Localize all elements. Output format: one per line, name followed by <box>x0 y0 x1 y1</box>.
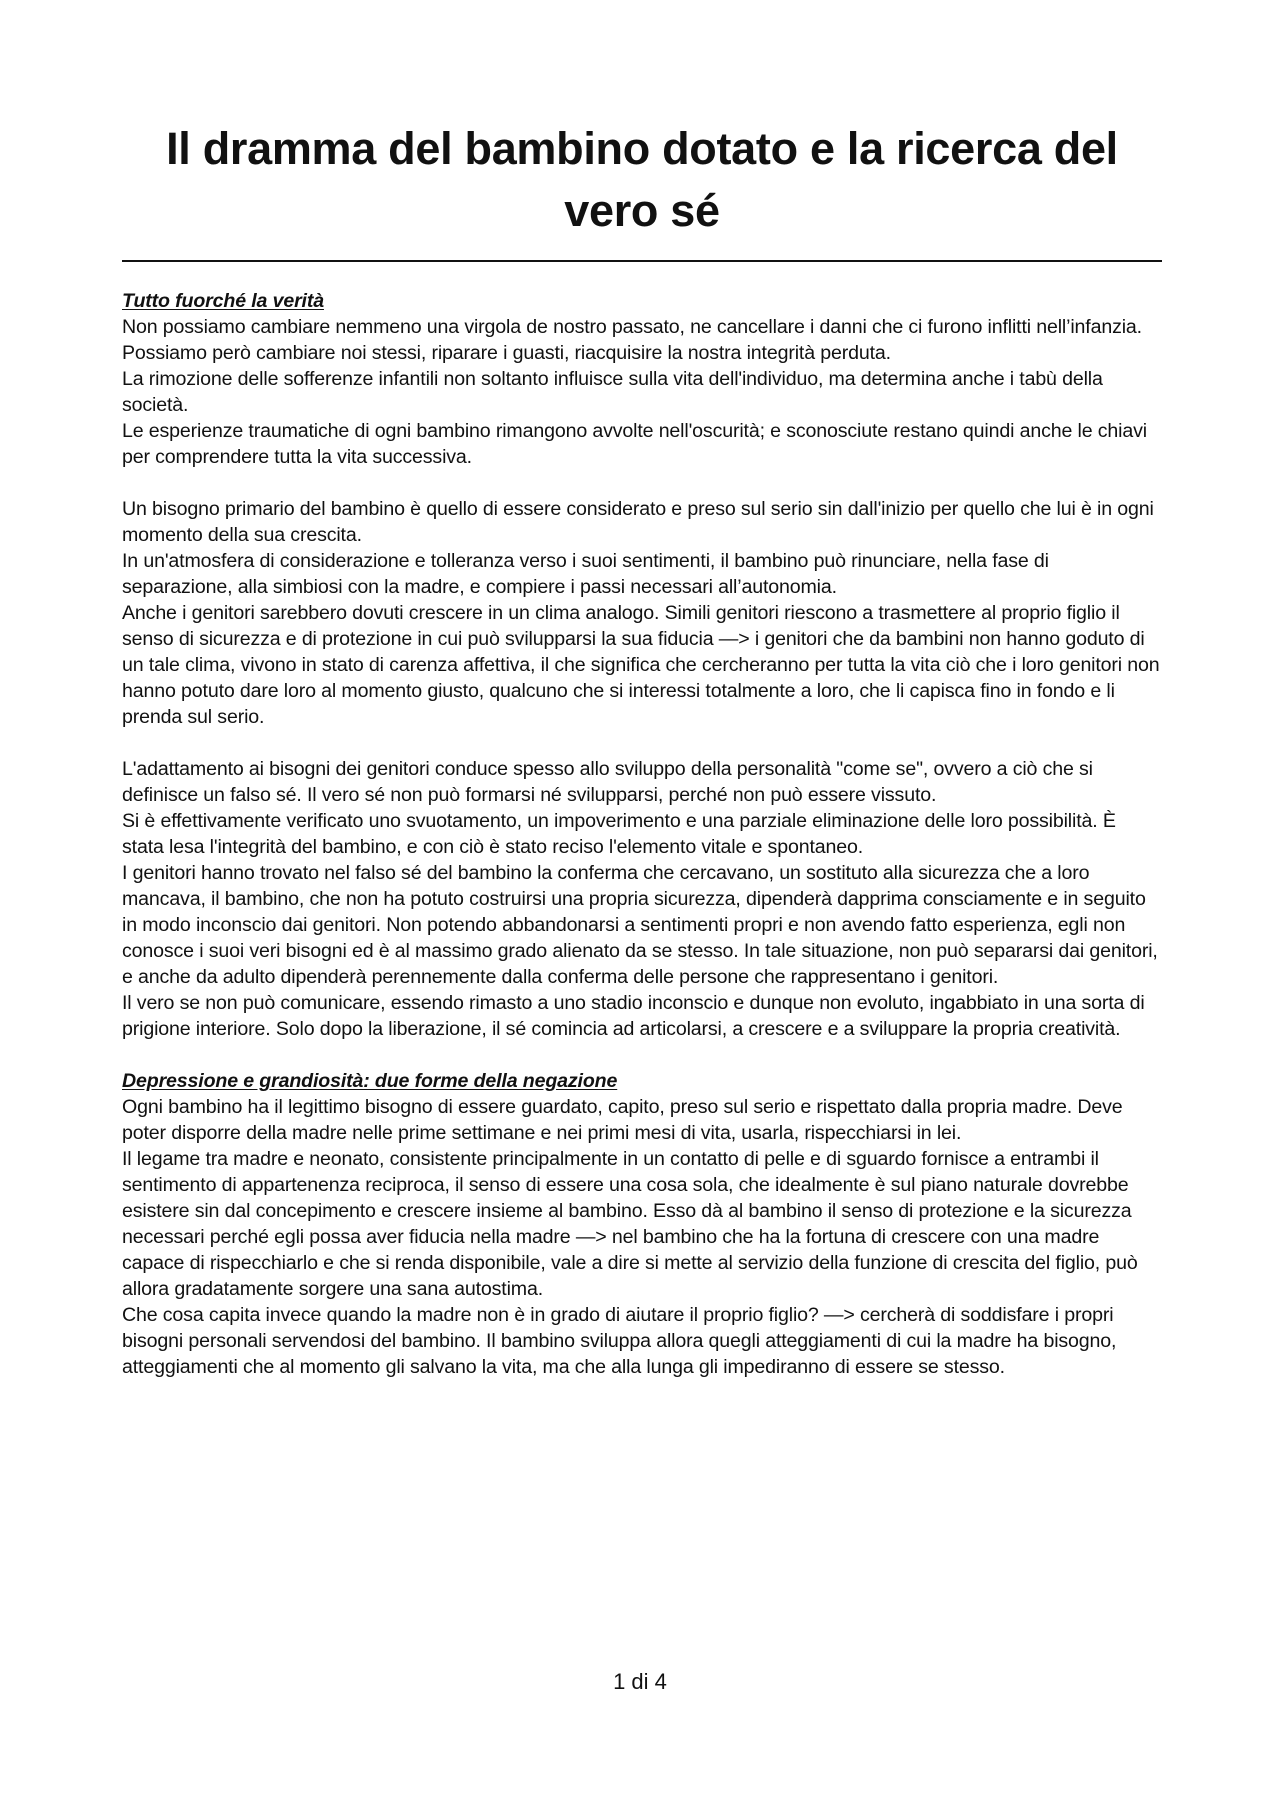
document-title: Il dramma del bambino dotato e la ricerca del vero sé <box>166 123 1118 236</box>
paragraph: L'adattamento ai bisogni dei genitori conduce spesso allo sviluppo della personalità "come se", ovvero a ciò che si definisce un falso sé. Il vero sé non può formarsi né svilupparsi, perché non può essere vissuto. <box>122 758 1093 806</box>
paragraph-block <box>122 756 1162 1042</box>
section-gap <box>122 1042 1162 1068</box>
paragraph-block <box>122 1094 1162 1380</box>
paragraph: La rimozione delle sofferenze infantili non soltanto influisce sulla vita dell'individuo, ma determina anche i tabù della società. <box>122 368 1103 416</box>
paragraph: Non possiamo cambiare nemmeno una virgola de nostro passato, ne cancellare i danni che ci furono inflitti nell’infanzia. Possiamo però cambiare noi stessi, riparare i guasti, riacquisire la nostra integrità perduta. <box>122 316 1142 364</box>
paragraph: Ogni bambino ha il legittimo bisogno di essere guardato, capito, preso sul serio e rispettato dalla propria madre. Deve poter disporre della madre nelle prime settimane e nei primi mesi di vita, usarla, rispecchiarsi in lei. <box>122 1096 1123 1144</box>
section-heading: Tutto fuorché la verità <box>122 290 324 312</box>
paragraph: Che cosa capita invece quando la madre non è in grado di aiutare il proprio figlio? —> cercherà di soddisfare i propri bisogni personali servendosi del bambino. Il bambino sviluppa allora quegli atteggiamenti di cui la madre ha bisogno, atteggiamenti che al momento gli salvano la vita, ma che alla lunga gli impediranno di essere se stesso. <box>122 1304 1117 1378</box>
paragraph: Un bisogno primario del bambino è quello di essere considerato e preso sul serio sin dall'inizio per quello che lui è in ogni momento della sua crescita. <box>122 498 1154 546</box>
section-heading: Depressione e grandiosità: due forme della negazione <box>122 1070 618 1092</box>
paragraph: Le esperienze traumatiche di ogni bambino rimangono avvolte nell'oscurità; e sconosciute restano quindi anche le chiavi per comprendere tutta la vita successiva. <box>122 420 1147 468</box>
paragraph: Il legame tra madre e neonato, consistente principalmente in un contatto di pelle e di sguardo fornisce a entrambi il sentimento di appartenenza reciproca, il senso di essere una cosa sola, che idealmente è sul piano naturale dovrebbe esistere sin dal concepimento e crescere insieme al bambino. Esso dà al bambino il senso di protezione e la sicurezza necessari perché egli possa aver fiducia nella madre —> nel bambino che ha la fortuna di crescere con una madre capace di rispecchiarlo e che si renda disponibile, vale a dire si mette al servizio della funzione di crescita del figlio, può allora gradatamente sorgere una sana autostima. <box>122 1148 1138 1300</box>
document-page <box>122 118 1162 1380</box>
paragraph: Il vero se non può comunicare, essendo rimasto a uno stadio inconscio e dunque non evoluto, ingabbiato in una sorta di prigione interiore. Solo dopo la liberazione, il sé comincia ad articolarsi, a crescere e a sviluppare la propria creatività. <box>122 992 1145 1040</box>
document-body <box>122 288 1162 1380</box>
paragraph-gap <box>122 730 1162 756</box>
paragraph-block <box>122 496 1162 730</box>
page-number: 1 di 4 <box>613 1669 667 1694</box>
paragraph: Si è effettivamente verificato uno svuotamento, un impoverimento e una parziale eliminazione delle loro possibilità. È stata lesa l'integrità del bambino, e con ciò è stato reciso l'elemento vitale e spontaneo. <box>122 810 1116 858</box>
title-divider <box>122 260 1162 262</box>
paragraph: In un'atmosfera di considerazione e tolleranza verso i suoi sentimenti, il bambino può rinunciare, nella fase di separazione, alla simbiosi con la madre, e compiere i passi necessari all’autonomia. <box>122 550 1049 598</box>
paragraph-gap <box>122 470 1162 496</box>
paragraph-block <box>122 314 1162 470</box>
section-depressione-e-grandiosita <box>122 1068 1162 1380</box>
paragraph: I genitori hanno trovato nel falso sé del bambino la conferma che cercavano, un sostituto alla sicurezza che a loro mancava, il bambino, che non ha potuto costruirsi una propria sicurezza, dipenderà dapprima consciamente e in seguito in modo inconscio dai genitori. Non potendo abbandonarsi a sentimenti propri e non avendo fatto esperienza, egli non conosce i suoi veri bisogni ed è al massimo grado alienato da se stesso. In tale situazione, non può separarsi dai genitori, e anche da adulto dipenderà perennemente dalla conferma delle persone che rappresentano i genitori. <box>122 862 1158 988</box>
paragraph: Anche i genitori sarebbero dovuti crescere in un clima analogo. Simili genitori riescono a trasmettere al proprio figlio il senso di sicurezza e di protezione in cui può svilupparsi la sua fiducia —> i genitori che da bambini non hanno goduto di un tale clima, vivono in stato di carenza affettiva, il che significa che cercheranno per tutta la vita ciò che i loro genitori non hanno potuto dare loro al momento giusto, qualcuno che si interessi totalmente a loro, che li capisca fino in fondo e li prenda sul serio. <box>122 602 1160 728</box>
section-tutto-fuorche-la-verita <box>122 288 1162 1042</box>
